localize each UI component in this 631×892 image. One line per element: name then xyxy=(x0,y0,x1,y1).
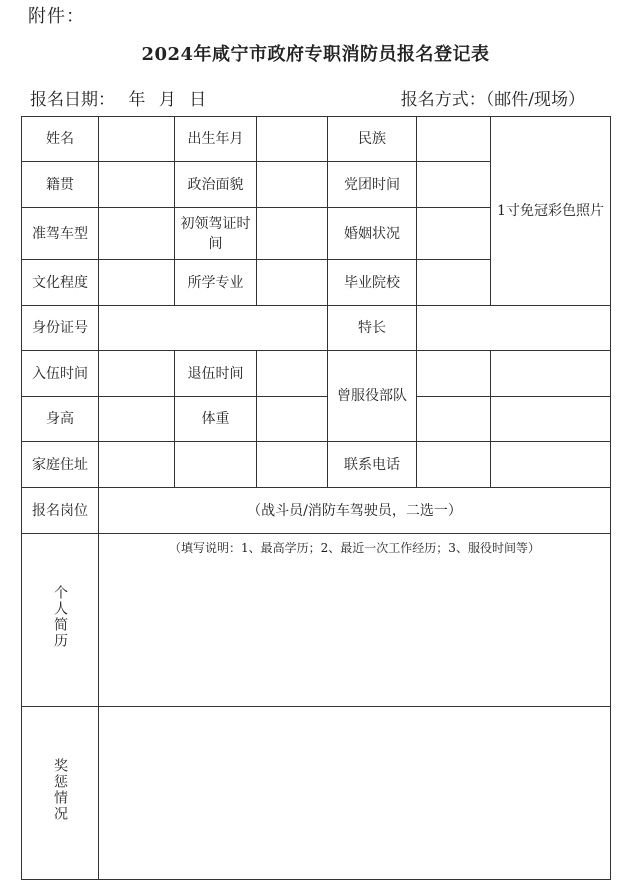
page-title: 2024年咸宁市政府专职消防员报名登记表 xyxy=(141,44,490,65)
address-field-1[interactable] xyxy=(99,442,175,488)
photo-box[interactable] xyxy=(491,117,611,306)
resume-field[interactable] xyxy=(99,534,611,707)
birth-label: 出生年月 xyxy=(175,117,257,162)
ethnicity-field[interactable] xyxy=(417,117,491,162)
registration-date xyxy=(30,85,214,110)
political-label: 政治面貌 xyxy=(175,162,257,208)
name-label: 姓名 xyxy=(22,117,99,162)
native-place-label: 籍贯 xyxy=(22,162,99,208)
native-place-field[interactable] xyxy=(99,162,175,208)
enlist-time-field[interactable] xyxy=(99,351,175,397)
license-time-field[interactable] xyxy=(257,208,328,260)
position-field[interactable] xyxy=(99,488,611,534)
date-year: 年 xyxy=(128,90,146,110)
id-number-field[interactable] xyxy=(99,306,328,351)
discharge-time-field[interactable] xyxy=(257,351,328,397)
served-unit-field-2b[interactable] xyxy=(491,397,611,442)
birth-field[interactable] xyxy=(257,117,328,162)
discharge-time-label: 退伍时间 xyxy=(175,351,257,397)
school-label: 毕业院校 xyxy=(328,260,417,306)
political-field[interactable] xyxy=(257,162,328,208)
major-label: 所学专业 xyxy=(175,260,257,306)
resume-label-cell xyxy=(22,534,99,707)
major-field[interactable] xyxy=(257,260,328,306)
resume-note: （填写说明：1、最高学历；2、最近一次工作经历；3、服役时间等） xyxy=(169,541,540,555)
education-label: 文化程度 xyxy=(22,260,99,306)
served-unit-field-1b[interactable] xyxy=(491,351,611,397)
awards-label-cell xyxy=(22,707,99,880)
attachment-label: 附件： xyxy=(28,6,85,27)
phone-field-1[interactable] xyxy=(417,442,491,488)
height-field[interactable] xyxy=(99,397,175,442)
phone-label: 联系电话 xyxy=(328,442,417,488)
address-label: 家庭住址 xyxy=(22,442,99,488)
marital-field[interactable] xyxy=(417,208,491,260)
party-time-field[interactable] xyxy=(417,162,491,208)
position-label: 报名岗位 xyxy=(22,488,99,534)
phone-field-2[interactable] xyxy=(491,442,611,488)
ethnicity-label: 民族 xyxy=(328,117,417,162)
license-time-label: 初领驾证时间 xyxy=(175,208,257,260)
specialty-label: 特长 xyxy=(328,306,417,351)
address-field-2[interactable] xyxy=(175,442,257,488)
served-unit-field-2a[interactable] xyxy=(417,397,491,442)
school-field[interactable] xyxy=(417,260,491,306)
enlist-time-label: 入伍时间 xyxy=(22,351,99,397)
license-type-field[interactable] xyxy=(99,208,175,260)
served-unit-label: 曾服役部队 xyxy=(328,351,417,442)
served-unit-field-1a[interactable] xyxy=(417,351,491,397)
weight-field[interactable] xyxy=(257,397,328,442)
weight-label: 体重 xyxy=(175,397,257,442)
date-label: 报名日期： xyxy=(30,90,115,110)
party-time-label: 党团时间 xyxy=(328,162,417,208)
awards-field[interactable] xyxy=(99,707,611,880)
position-value: （战斗员/消防车驾驶员，二选一） xyxy=(247,502,462,519)
id-number-label: 身份证号 xyxy=(22,306,99,351)
education-field[interactable] xyxy=(99,260,175,306)
date-day: 日 xyxy=(189,90,207,110)
awards-label: 奖惩情况 xyxy=(52,758,68,822)
name-field[interactable] xyxy=(99,117,175,162)
marital-label: 婚姻状况 xyxy=(328,208,417,260)
specialty-field[interactable] xyxy=(417,306,611,351)
registration-method: 报名方式：（邮件/现场） xyxy=(400,90,585,110)
resume-label: 个人简历 xyxy=(52,585,68,649)
address-field-3[interactable] xyxy=(257,442,328,488)
height-label: 身高 xyxy=(22,397,99,442)
registration-form-table xyxy=(21,116,611,880)
date-month: 月 xyxy=(158,90,176,110)
photo-label: 1寸免冠彩色照片 xyxy=(497,203,604,219)
license-type-label: 准驾车型 xyxy=(22,208,99,260)
